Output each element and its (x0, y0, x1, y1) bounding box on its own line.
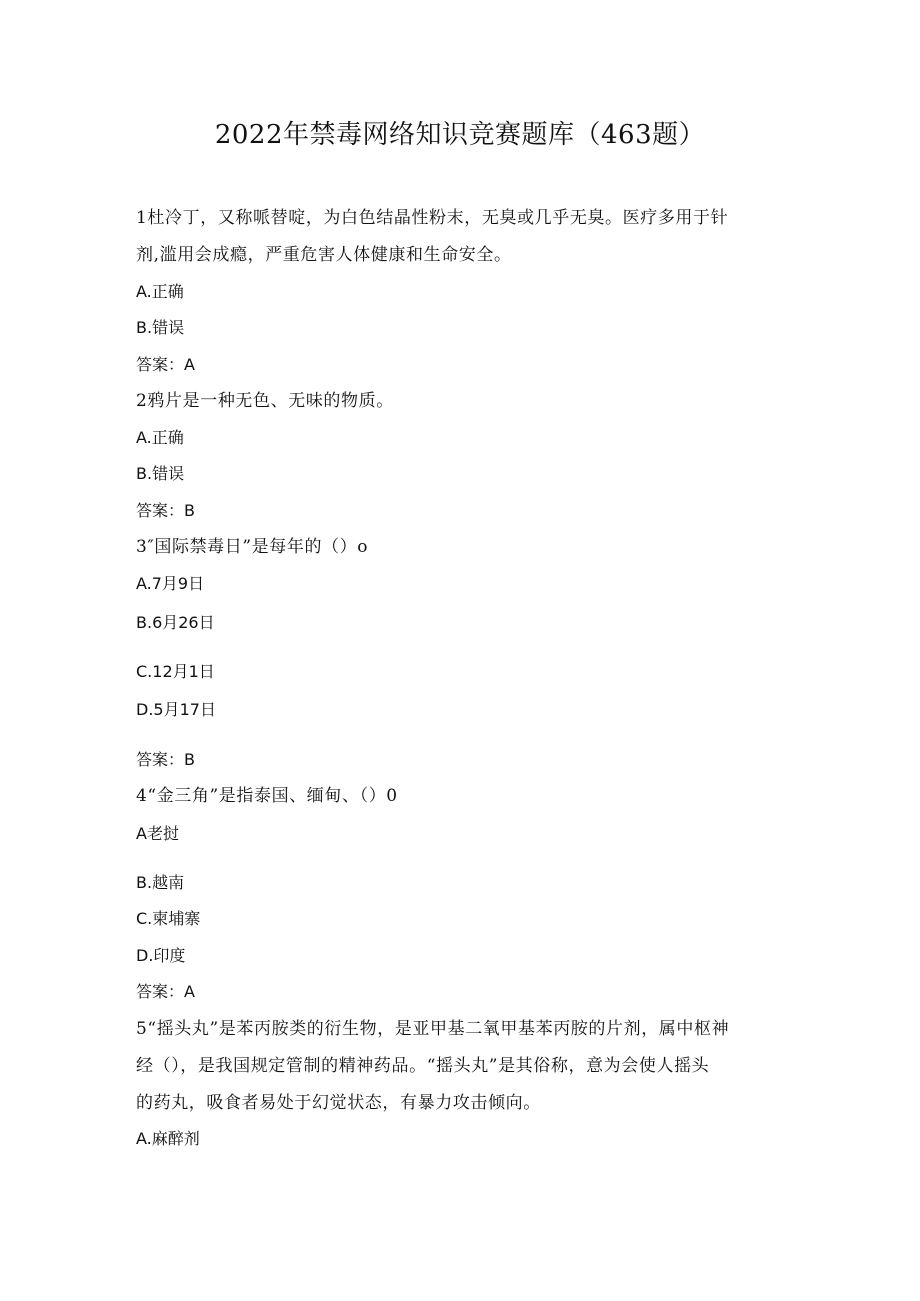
question-1-answer: 答案：A (136, 355, 195, 374)
question-4-line-1: 4“金三角”是指泰国、缅甸、（）0 (136, 786, 398, 806)
question-2-option-a: A.正确 (136, 428, 184, 447)
question-4-option-c: C.柬埔寨 (136, 909, 201, 928)
question-4-option-b: B.越南 (136, 873, 185, 892)
question-1-line-1: 1杜冷丁，又称哌替啶，为白色结晶性粉末，无臭或几乎无臭。医疗多用于针 (136, 208, 729, 228)
question-3-answer: 答案：B (136, 750, 195, 769)
question-1-line-2: 剂,滥用会成瘾，严重危害人体健康和生命安全。 (136, 245, 512, 265)
question-5-option-a: A.麻醉剂 (136, 1129, 200, 1148)
question-3-option-d: D.5月17日 (136, 700, 216, 719)
question-1-option-b: B.错误 (136, 318, 185, 337)
question-4-option-a: A老挝 (136, 824, 179, 843)
document-title: 2022年禁毒网络知识竞赛题库（463题） (214, 120, 706, 150)
question-2-option-b: B.错误 (136, 464, 185, 483)
question-3-option-b: B.6月26日 (136, 613, 215, 632)
question-4-option-d: D.印度 (136, 946, 186, 965)
question-1-option-a: A.正确 (136, 282, 184, 301)
question-5-line-2: 经（），是我国规定管制的精神药品。“摇头丸”是其俗称，意为会使人摇头 (136, 1056, 710, 1076)
question-3-option-c: C.12月1日 (136, 662, 215, 681)
question-2-line-1: 2鸦片是一种无色、无味的物质。 (136, 391, 394, 411)
question-5-line-3: 的药丸，吸食者易处于幻觉状态，有暴力攻击倾向。 (136, 1093, 541, 1113)
question-5-line-1: 5“摇头丸”是苯丙胺类的衍生物，是亚甲基二氧甲基苯丙胺的片剂，属中枢神 (136, 1019, 730, 1039)
question-3-option-a: A.7月9日 (136, 574, 205, 593)
question-4-answer: 答案：A (136, 982, 195, 1001)
question-3-line-1: 3″国际禁毒日”是每年的（）o (136, 537, 369, 557)
question-2-answer: 答案：B (136, 501, 195, 520)
